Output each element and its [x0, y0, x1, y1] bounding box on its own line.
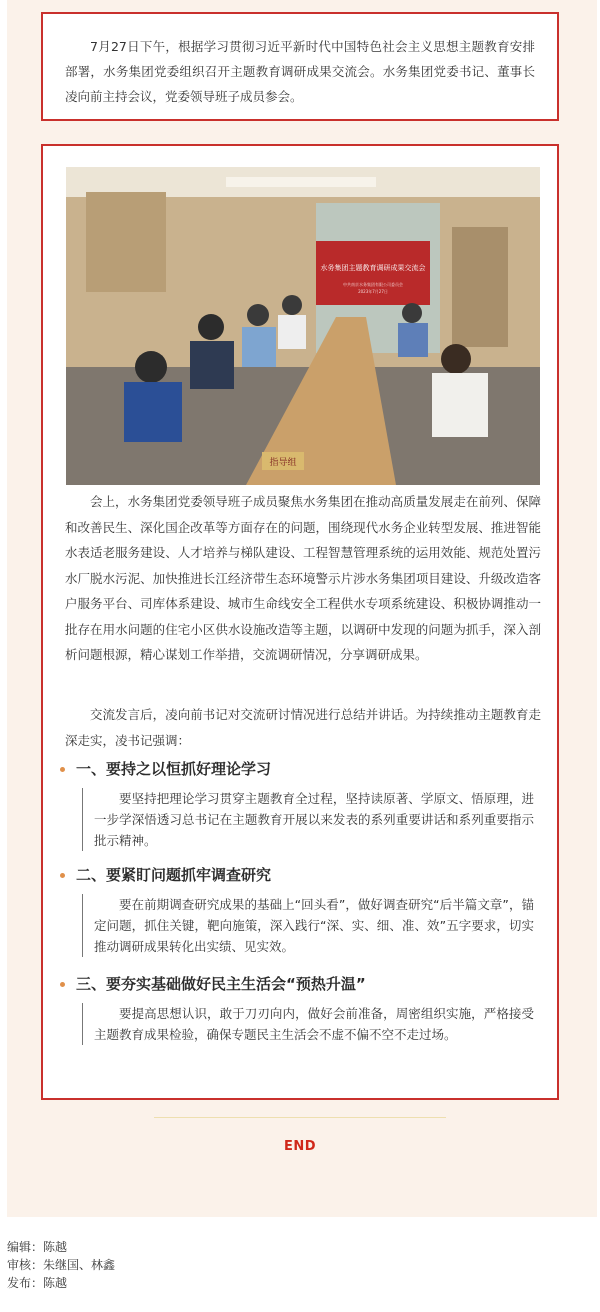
section-title: 一、要持之以恒抓好理论学习: [60, 758, 540, 780]
screen-title: 水务集团主题教育调研成果交流会: [320, 264, 426, 272]
section-body: 要在前期调查研究成果的基础上“回头看”，做好调查研究“后半篇文章”，锚定问题，抓住关键，靶向施策，深入践行“深、实、细、准、效”五字要求，切实推动调研成果转化出实绩、见实效。: [82, 894, 540, 957]
screen-subtitle: 中共南京水务集团有限公司委员会: [343, 282, 403, 287]
divider: [154, 1117, 446, 1118]
section-title: 二、要紧盯问题抓牢调查研究: [60, 864, 540, 886]
section-body: 要坚持把理论学习贯穿主题教育全过程，坚持读原著、学原文、悟原理，进一步学深悟透习总书记在主题教育开展以来发表的系列重要讲话和系列重要指示批示精神。: [82, 788, 540, 851]
meeting-photo: [66, 167, 540, 485]
screen-date: 2023年7月27日: [358, 289, 388, 294]
bullet-dot-icon: [60, 873, 65, 878]
section-title: 三、要夯实基础做好民主生活会“预热升温”: [60, 973, 540, 995]
publisher-credit: 发布：陈越: [7, 1276, 68, 1290]
intro-paragraph: 7月27日下午，根据学习贯彻习近平新时代中国特色社会主义思想主题教育安排部署，水务集团党委组织召开主题教育调研成果交流会。水务集团党委书记、董事长凌向前主持会议，党委领导班子成员参会。: [65, 39, 535, 104]
tent-card-label: 指导组: [269, 458, 297, 468]
intro-box: [41, 12, 559, 121]
reviewer-credit: 审核：朱继国、林鑫: [7, 1258, 116, 1272]
bullet-dot-icon: [60, 767, 65, 772]
section-2: [60, 864, 540, 957]
editor-credit: 编辑：陈越: [7, 1240, 68, 1254]
paragraph-summary: 交流发言后，凌向前书记对交流研讨情况进行总结并讲话。为持续推动主题教育走深走实，凌书记强调：: [65, 707, 541, 748]
section-3: [60, 973, 540, 1045]
bullet-dot-icon: [60, 982, 65, 987]
section-1: [60, 758, 540, 851]
paragraph-meeting: 会上，水务集团党委领导班子成员聚焦水务集团在推动高质量发展走在前列、保障和改善民生、深化国企改革等方面存在的问题，围绕现代水务企业转型发展、推进智能水表适老服务建设、人才培养与梯队建设、工程智慧管理系统的运用效能、规范处置污水厂脱水污泥、加快推进长江经济带生态环境警示片涉水务集团项目建设、升级改造客户服务平台、司库体系建设、城市生命线安全工程供水专项系统建设、积极协调推动一批存在用水问题的住宅小区供水设施改造等主题，以调研中发现的问题为抓手，深入剖析问题根源，精心谋划工作举措，交流调研情况，分享调研成果。: [65, 494, 541, 662]
section-body: 要提高思想认识，敢于刀刃向内，做好会前准备，周密组织实施，严格接受主题教育成果检验，确保专题民主生活会不虚不偏不空不走过场。: [82, 1003, 540, 1045]
credits: [7, 1238, 115, 1292]
end-label: END: [283, 1139, 317, 1154]
main-content-box: [41, 144, 559, 1100]
